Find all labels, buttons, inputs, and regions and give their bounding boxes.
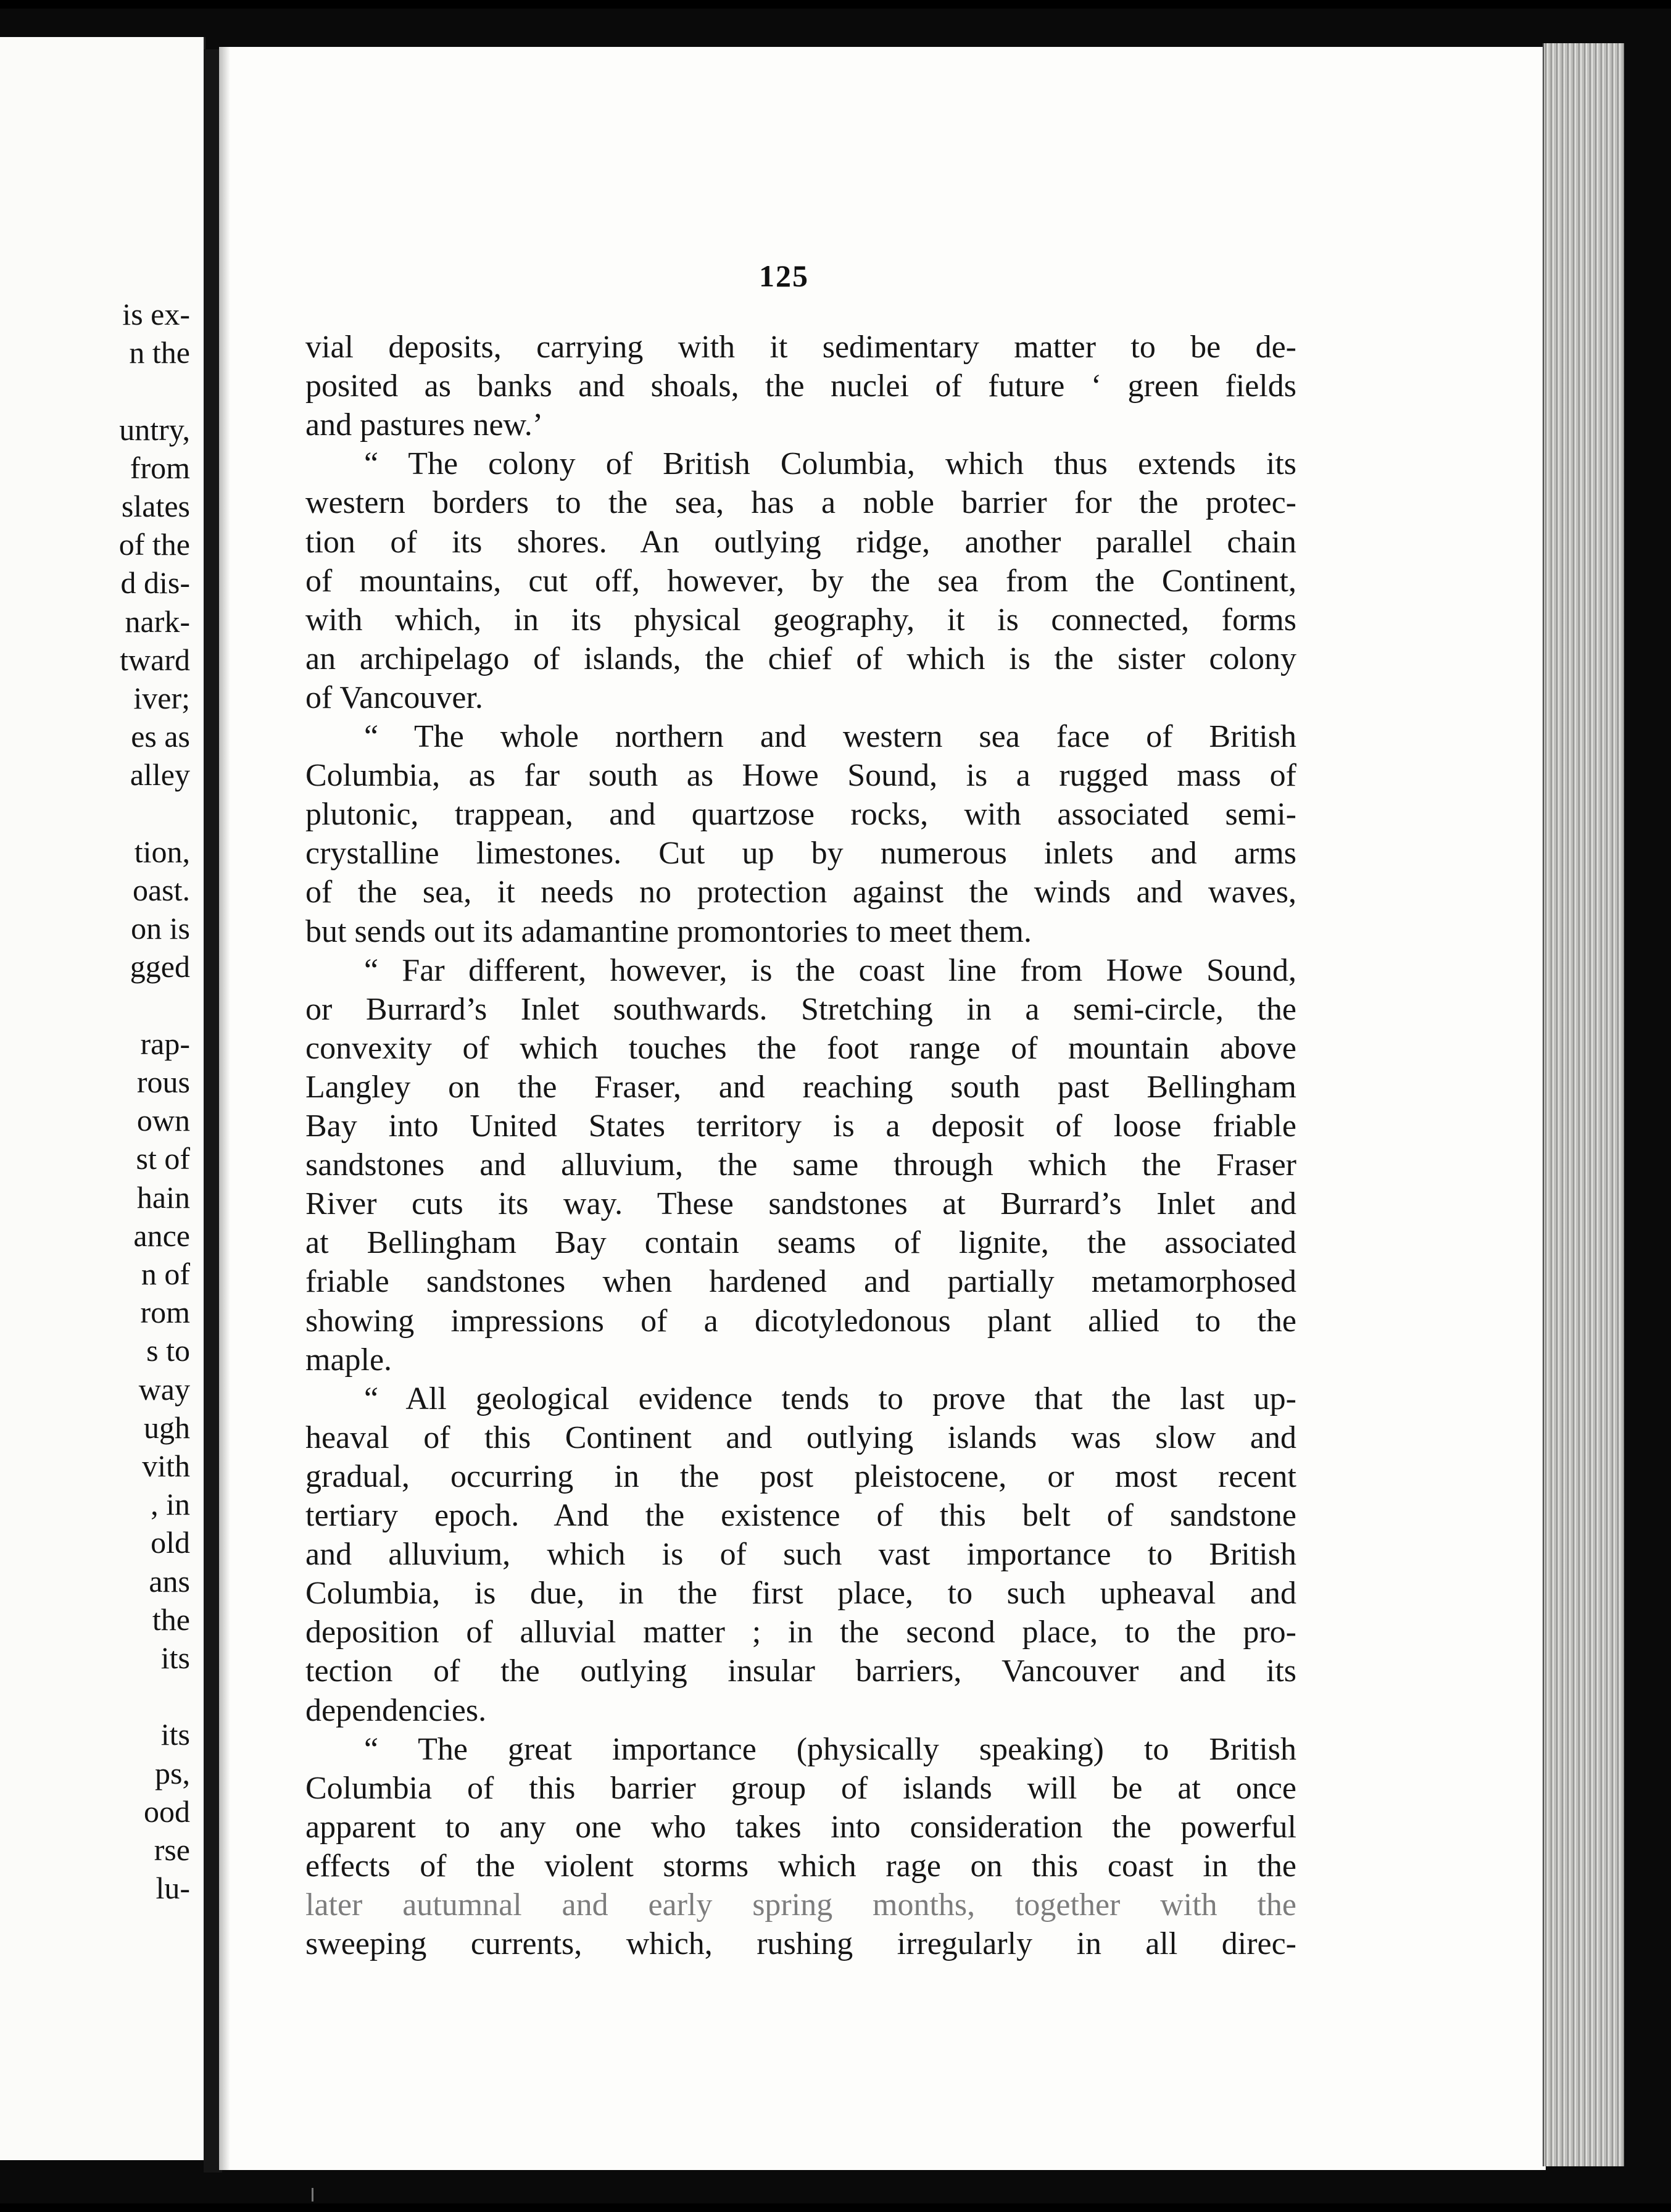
text-line: apparent to any one who takes into consideration the powerful	[305, 1809, 1296, 1845]
left-page-line: its	[160, 1717, 190, 1752]
text-line: effects of the violent storms which rage on this coast in the	[305, 1848, 1296, 1884]
text-line: posited as banks and shoals, the nuclei of future ‘ green fields	[305, 368, 1296, 404]
text-line: crystalline limestones. Cut up by numerous inlets and arms	[305, 836, 1296, 871]
text-line: “ All geological evidence tends to prove that the last up-	[364, 1381, 1296, 1416]
text-line: Langley on the Fraser, and reaching south past Bellingham	[305, 1069, 1296, 1105]
text-line: of mountains, cut off, however, by the sea from the Continent,	[305, 563, 1296, 599]
left-page-line: tion,	[134, 834, 190, 869]
left-page-line: tward	[120, 642, 190, 677]
left-page-line: own	[136, 1103, 190, 1138]
left-page-line: untry,	[119, 412, 190, 447]
text-line: later autumnal and early spring months, together with the	[305, 1887, 1296, 1923]
text-line: of the sea, it needs no protection against the winds and waves,	[305, 875, 1296, 910]
text-line: and pastures new.’	[305, 407, 544, 443]
left-page-line: oast.	[132, 873, 190, 907]
left-page-line: its	[160, 1640, 190, 1675]
left-page-line: ood	[144, 1794, 190, 1829]
text-line: tertiary epoch. And the existence of this belt of sandstone	[305, 1498, 1296, 1533]
text-line: sweeping currents, which, rushing irregularly in all direc-	[305, 1926, 1296, 1962]
left-page-line: n of	[141, 1257, 190, 1291]
left-page-line: , in	[151, 1487, 190, 1522]
text-line: but sends out its adamantine promontories to meet them.	[305, 913, 1032, 949]
text-line: “ The great importance (physically speaking) to British	[364, 1731, 1296, 1767]
text-line: Bay into United States territory is a deposit of loose friable	[305, 1108, 1296, 1144]
text-line: maple.	[305, 1342, 392, 1378]
text-line: friable sandstones when hardened and partially metamorphosed	[305, 1264, 1296, 1300]
left-page-line: d dis-	[120, 565, 190, 601]
scan-mark	[312, 2188, 313, 2202]
left-page-line: is ex-	[122, 297, 190, 331]
left-page-line: from	[130, 450, 190, 485]
text-line: Columbia of this barrier group of islands will be at once	[305, 1770, 1296, 1806]
page-edges	[1543, 43, 1624, 2166]
left-page-line: vith	[142, 1449, 190, 1483]
left-page-line: n the	[129, 335, 190, 370]
text-line: with which, in its physical geography, it is connected, forms	[305, 602, 1296, 638]
left-page-line: of the	[118, 527, 190, 562]
left-page-line: s to	[146, 1333, 190, 1368]
text-line: sandstones and alluvium, the same through which the Fraser	[305, 1147, 1296, 1183]
left-page-line: gged	[130, 949, 190, 984]
spine-shadow	[219, 47, 230, 2170]
left-page-line: es as	[131, 719, 190, 754]
previous-page-fragment	[0, 37, 205, 2160]
text-line: tion of its shores. An outlying ridge, another parallel chain	[305, 524, 1296, 560]
left-page-line: lu-	[155, 1871, 190, 1906]
left-page-line: ugh	[144, 1410, 190, 1445]
left-page-line: hain	[136, 1179, 190, 1215]
text-line: “ The whole northern and western sea face of British	[364, 719, 1296, 754]
text-line: western borders to the sea, has a noble barrier for the protec-	[305, 485, 1296, 521]
text-line: of Vancouver.	[305, 680, 483, 715]
left-page-line: rom	[140, 1295, 190, 1330]
text-line: Columbia, is due, in the first place, to such upheaval and	[305, 1576, 1296, 1611]
left-page-line: rous	[136, 1065, 190, 1099]
text-line: and alluvium, which is of such vast importance to British	[305, 1537, 1296, 1573]
text-line: dependencies.	[305, 1692, 487, 1728]
left-page-line: ans	[149, 1563, 190, 1599]
text-line: tection of the outlying insular barriers, Vancouver and its	[305, 1653, 1296, 1689]
left-page-line: rse	[154, 1832, 190, 1867]
left-page-line: on is	[131, 911, 190, 946]
scan-border-bottom	[0, 2203, 1671, 2212]
left-page-line: way	[138, 1371, 190, 1407]
text-line: “ The colony of British Columbia, which thus extends its	[364, 446, 1296, 482]
left-page-line: old	[151, 1525, 190, 1560]
text-line: River cuts its way. These sandstones at Burrard’s Inlet and	[305, 1186, 1296, 1222]
text-line: an archipelago of islands, the chief of which is the sister colony	[305, 641, 1296, 676]
text-line: Columbia, as far south as Howe Sound, is a rugged mass of	[305, 758, 1296, 794]
page-number: 125	[759, 259, 809, 293]
text-line: at Bellingham Bay contain seams of lignite, the associated	[305, 1225, 1296, 1261]
left-page-line: ance	[133, 1218, 190, 1253]
left-page-line: iver;	[133, 681, 190, 715]
left-page-line: the	[152, 1602, 190, 1637]
text-line: showing impressions of a dicotyledonous plant allied to the	[305, 1303, 1296, 1339]
left-page-line: slates	[121, 489, 190, 523]
left-page-line: alley	[130, 757, 190, 792]
text-line: deposition of alluvial matter ; in the second place, to the pro-	[305, 1615, 1296, 1650]
text-line: vial deposits, carrying with it sedimentary matter to be de-	[305, 330, 1296, 365]
left-page-line: ps,	[155, 1755, 190, 1790]
left-page-line: rap-	[140, 1026, 190, 1061]
text-line: plutonic, trappean, and quartzose rocks, with associated semi-	[305, 797, 1296, 833]
text-line: convexity of which touches the foot range of mountain above	[305, 1030, 1296, 1066]
scan-border-top	[0, 0, 1671, 9]
text-line: “ Far different, however, is the coast line from Howe Sound,	[364, 952, 1296, 988]
left-page-line: st of	[136, 1141, 190, 1176]
text-line: or Burrard’s Inlet southwards. Stretching in a semi-circle, the	[305, 991, 1296, 1027]
text-line: gradual, occurring in the post pleistocene, or most recent	[305, 1458, 1296, 1494]
left-page-line: nark-	[125, 604, 190, 639]
text-line: heaval of this Continent and outlying islands was slow and	[305, 1420, 1296, 1455]
